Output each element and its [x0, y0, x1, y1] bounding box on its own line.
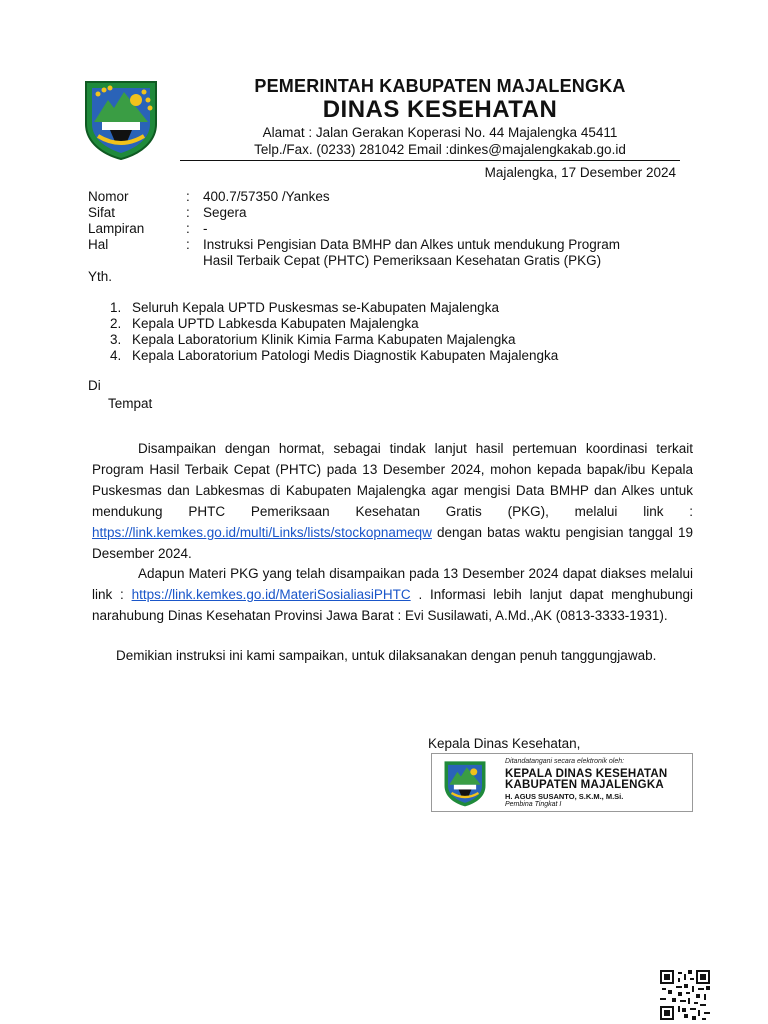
paragraph-text: Disampaikan dengan hormat, sebagai tindak lanjut hasil pertemuan koordinasi terkait Program Hasil Terbaik Cepat (PHTC) pada 13 Desember 2024, mohon kepada bapak/ibu Kepala Puskesmas dan Labkesmas di Kabupaten Majalengka agar mengisi Data BMHP dan Alkes untuk mendukung PHTC Pemeriksaan Kesehatan Gratis (PKG), melalui link :: [92, 441, 693, 519]
list-number: 2.: [110, 316, 122, 331]
signature-title: Kepala Dinas Kesehatan,: [428, 736, 581, 751]
paragraph-text: Demikian instruksi ini kami sampaikan, untuk dilaksanakan dengan penuh tanggungjawab.: [116, 648, 657, 663]
paragraph-text: dengan batas waktu pengisian tanggal 19 Desember 2024.: [92, 525, 693, 561]
letterhead-government: PEMERINTAH KABUPATEN MAJALENGKA: [254, 76, 626, 96]
body-paragraph-2: [92, 563, 693, 626]
list-number: 4.: [110, 348, 122, 363]
recipient-text: Seluruh Kepala UPTD Puskesmas se-Kabupaten Majalengka: [132, 300, 499, 315]
letterhead-divider: [180, 160, 680, 161]
meta-subject-line1: Instruksi Pengisian Data BMHP dan Alkes untuk mendukung Program: [203, 237, 620, 252]
meta-label: Lampiran: [88, 221, 145, 236]
list-item: [110, 332, 558, 348]
esign-note: Ditandatangani secara elektronik oleh:: [505, 758, 625, 765]
meta-subject-line2: Hasil Terbaik Cepat (PHTC) Pemeriksaan Kesehatan Gratis (PKG): [203, 253, 602, 268]
meta-colon: :: [186, 205, 190, 220]
letterhead-department: DINAS KESEHATAN: [322, 96, 558, 123]
meta-label: Nomor: [88, 189, 129, 204]
majalengka-emblem-icon: [440, 759, 490, 807]
address-tempat: Tempat: [108, 396, 153, 411]
letterhead-contact: Telp./Fax. (0233) 281042 Email :dinkes@majalengkakab.go.id: [254, 142, 626, 157]
materi-sosialisasi-link[interactable]: https://link.kemkes.go.id/MateriSosialiasiPHTC: [131, 587, 411, 602]
majalengka-emblem-icon: [80, 78, 162, 160]
signer-position-line1: KEPALA DINAS KESEHATAN: [505, 768, 668, 780]
recipient-text: Kepala Laboratorium Patologi Medis Diagnostik Kabupaten Majalengka: [132, 348, 559, 363]
address-di: Di: [88, 378, 101, 393]
meta-label: Hal: [88, 237, 109, 252]
recipient-list: [110, 300, 558, 364]
meta-colon: :: [186, 221, 190, 236]
signer-position-line2: KABUPATEN MAJALENGKA: [505, 779, 664, 791]
salutation-yth: Yth.: [88, 269, 113, 284]
letter-meta-table: [88, 189, 708, 269]
meta-colon: :: [186, 189, 190, 204]
meta-label: Sifat: [88, 205, 116, 220]
meta-value: 400.7/57350 /Yankes: [203, 189, 330, 204]
signer-name: H. AGUS SUSANTO, S.K.M., M.Si.: [505, 792, 624, 801]
meta-colon: :: [186, 237, 190, 252]
meta-value: -: [203, 221, 208, 236]
meta-row-sifat: [88, 205, 708, 221]
stock-opname-link[interactable]: https://link.kemkes.go.id/multi/Links/lists/stockopnameqw: [92, 525, 432, 540]
meta-row-nomor: [88, 189, 708, 205]
signer-rank: Pembina Tingkat I: [505, 801, 562, 808]
letter-date: Majalengka, 17 Desember 2024: [484, 165, 676, 180]
list-number: 3.: [110, 332, 122, 347]
meta-value: Segera: [203, 205, 247, 220]
paragraph-text: Adapun Materi PKG yang telah disampaikan pada 13 Desember 2024 dapat diakses melalui link :: [92, 566, 693, 602]
meta-value: [203, 237, 708, 269]
recipient-text: Kepala Laboratorium Klinik Kimia Farma Kabupaten Majalengka: [132, 332, 516, 347]
list-item: [110, 300, 558, 316]
paragraph-text: . Informasi lebih lanjut dapat menghubungi narahubung Dinas Kesehatan Provinsi Jawa Barat : Evi Susilawati, A.Md.,AK (0813-3333-1931).: [92, 587, 693, 623]
letterhead-address: Alamat : Jalan Gerakan Koperasi No. 44 Majalengka 45411: [262, 125, 618, 140]
electronic-signature-box: [431, 753, 693, 812]
list-number: 1.: [110, 300, 122, 315]
recipient-text: Kepala UPTD Labkesda Kabupaten Majalengka: [132, 316, 419, 331]
meta-row-hal: [88, 237, 708, 269]
meta-row-lampiran: [88, 221, 708, 237]
body-paragraph-3: [92, 645, 693, 666]
list-item: [110, 348, 558, 364]
qr-code-icon: [660, 970, 710, 1020]
list-item: [110, 316, 558, 332]
body-paragraph-1: [92, 438, 693, 564]
